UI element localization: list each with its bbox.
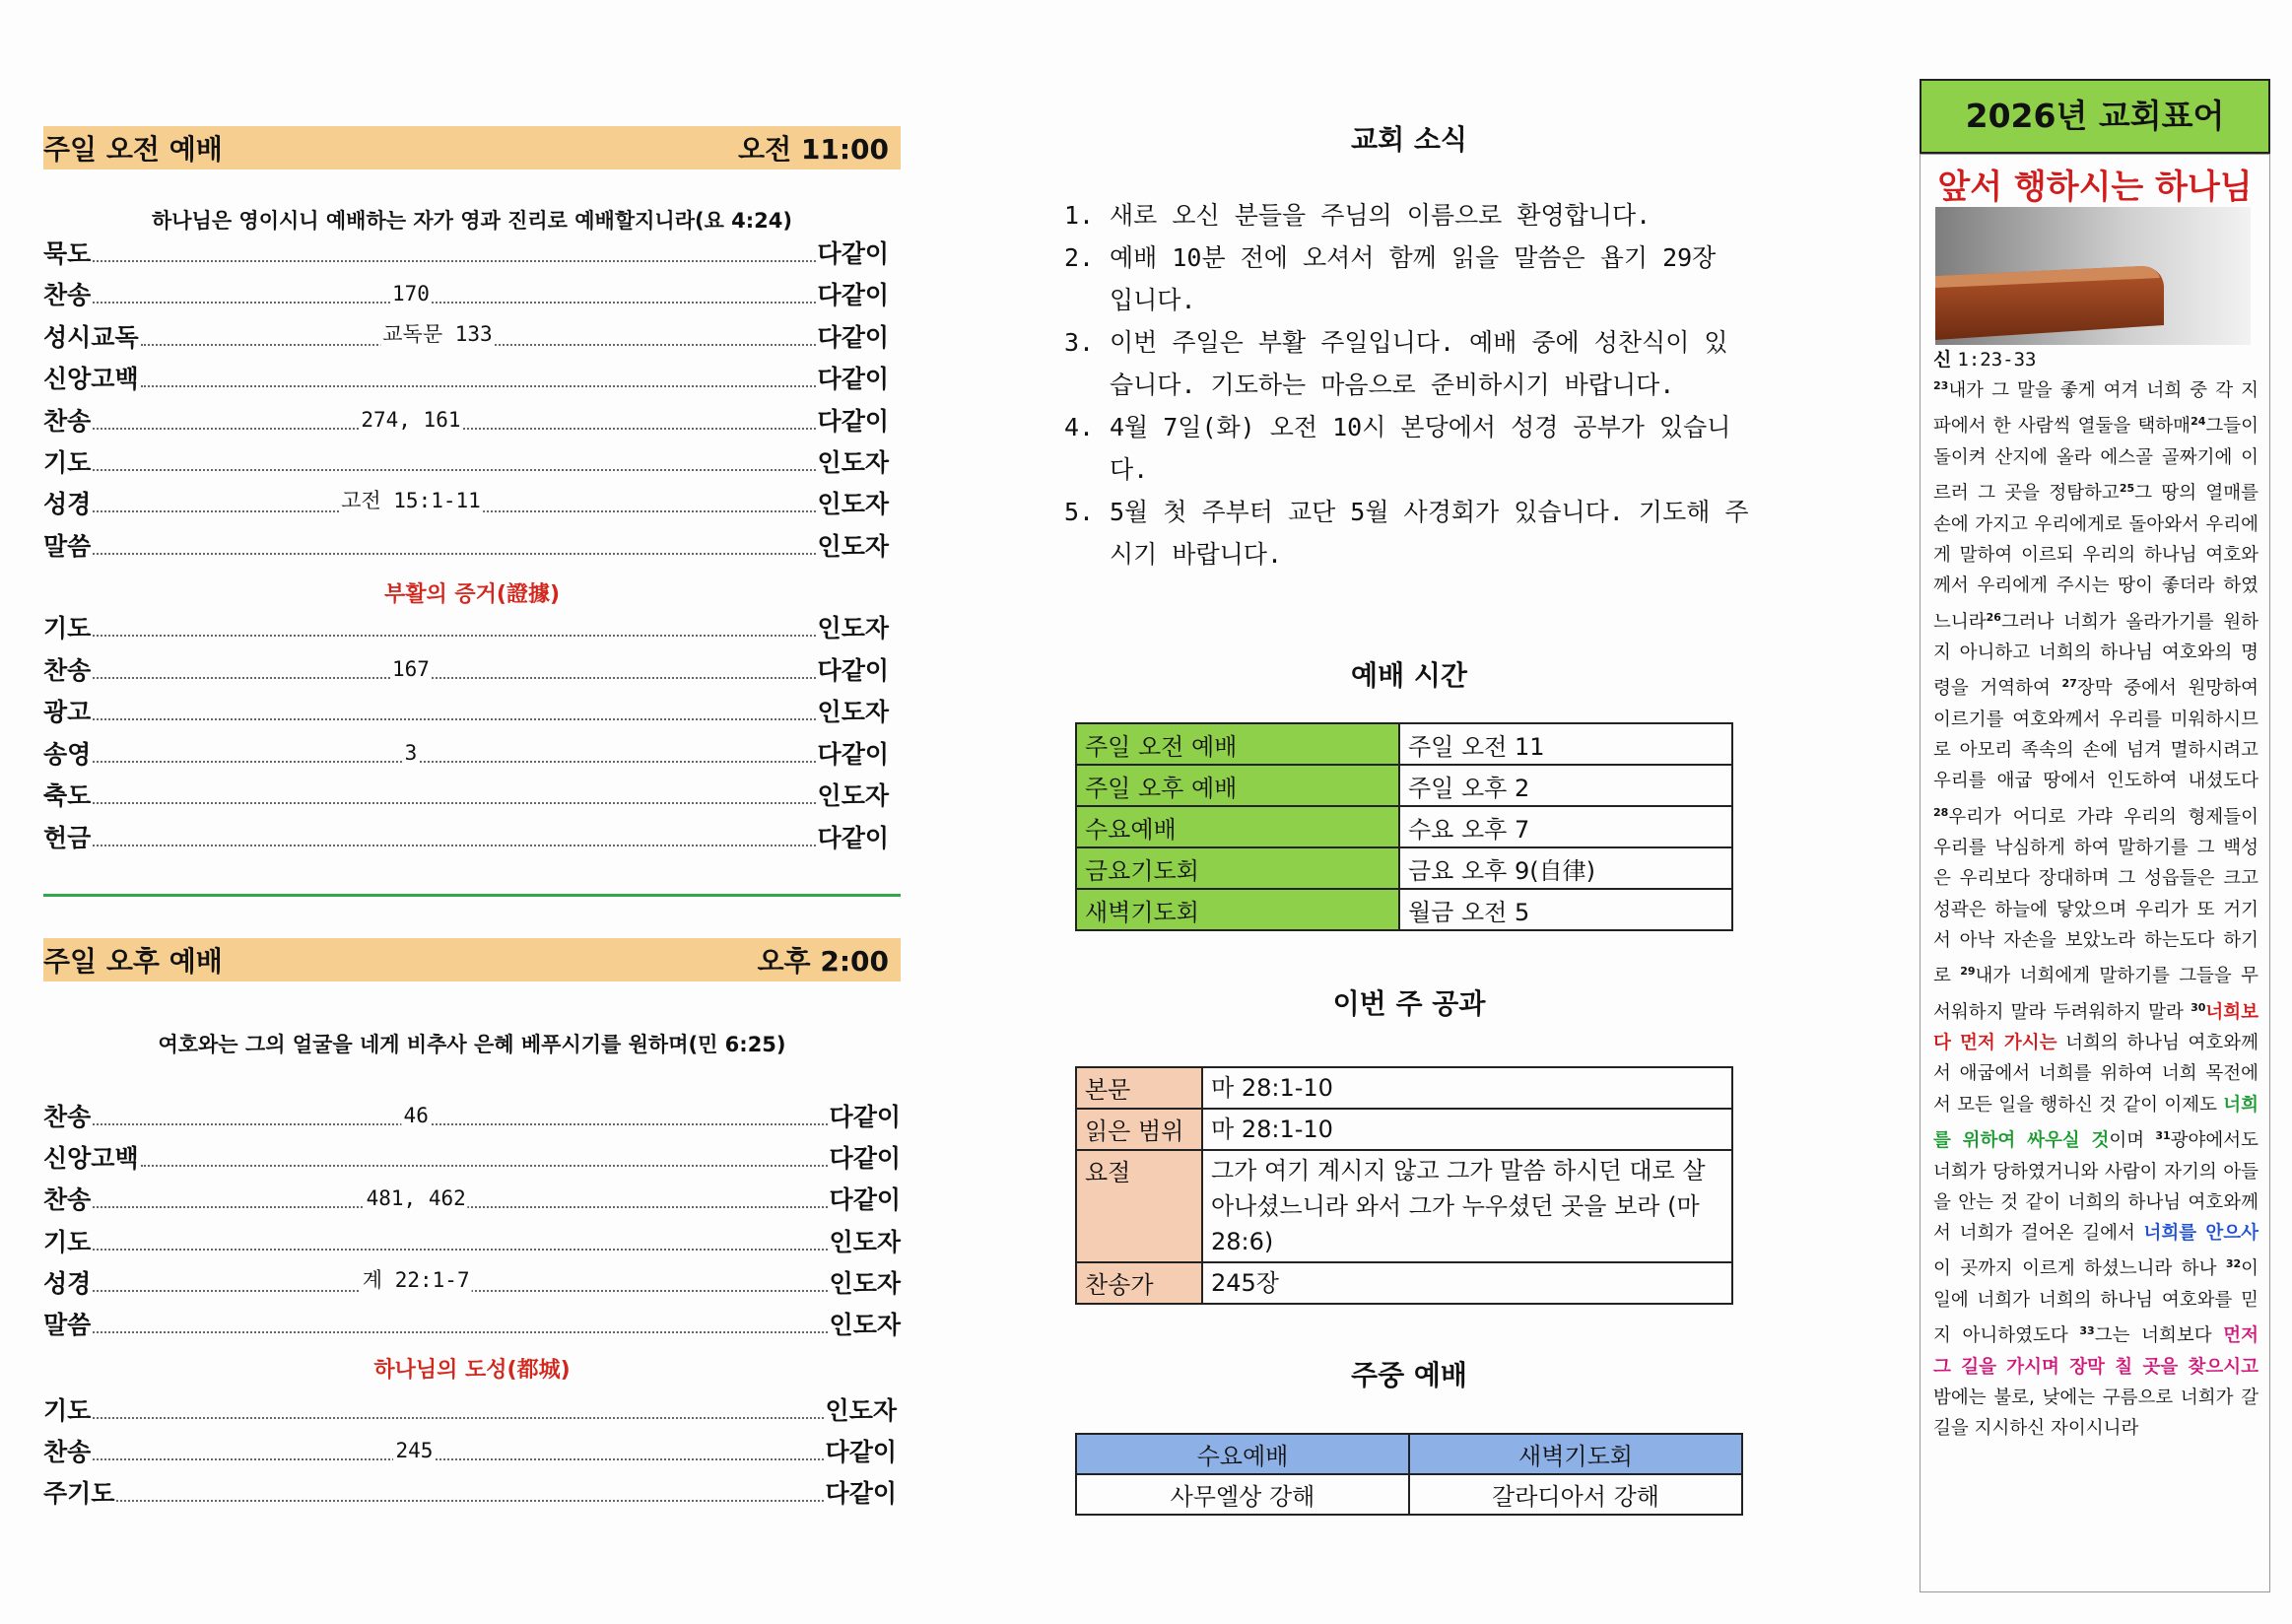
order-item xyxy=(43,318,889,354)
order-item-label: 성경 xyxy=(43,490,92,519)
order-item-label: 성경 xyxy=(43,1268,92,1298)
order-item-label: 묵도 xyxy=(43,239,92,268)
order-item-label: 축도 xyxy=(43,781,92,811)
morning-service-time: 오전 11:00 xyxy=(738,133,889,166)
order-item-leader: 인도자 xyxy=(817,698,889,727)
news-item: 2. 예배 10분 전에 오셔서 함께 읽을 말씀은 욥기 29장 입니다. xyxy=(1064,243,1717,314)
order-item-detail: 245 xyxy=(395,1439,434,1462)
order-item-leader: 인도자 xyxy=(829,1227,901,1256)
leader-dots xyxy=(93,552,815,555)
table-row: 본문 마 28:1-10 xyxy=(1076,1067,1732,1109)
order-item-detail: 고전 15:1-11 xyxy=(339,485,483,514)
leader-dots xyxy=(93,1186,827,1211)
table-row: 읽은 범위 마 28:1-10 xyxy=(1076,1109,1732,1150)
midweek-table xyxy=(1075,1433,1743,1516)
leader-dots xyxy=(93,844,815,846)
news-item: 4. 4월 7일(화) 오전 10시 본당에서 성경 공부가 있습니다. xyxy=(1064,413,1731,484)
order-item-label: 헌금 xyxy=(43,824,92,852)
order-item-leader: 다같이 xyxy=(817,365,889,394)
order-item-label: 찬송 xyxy=(43,406,92,436)
order-item-detail: 계 22:1-7 xyxy=(361,1264,472,1294)
leader-dots xyxy=(93,259,815,262)
leader-dots xyxy=(93,740,815,765)
order-item xyxy=(43,527,889,563)
leader-dots xyxy=(141,384,816,387)
leader-dots xyxy=(93,407,815,432)
midweek-heading: 주중 예배 xyxy=(1351,1359,1467,1391)
order-item xyxy=(43,1223,901,1258)
order-item xyxy=(43,1139,901,1175)
order-item xyxy=(43,1391,897,1427)
order-item-label: 찬송 xyxy=(43,1103,92,1131)
order-item-leader: 다같이 xyxy=(829,1103,901,1131)
order-item xyxy=(43,402,889,438)
order-item-detail: 170 xyxy=(391,282,430,306)
order-item-label: 찬송 xyxy=(43,1185,92,1215)
order-item-detail: 274, 161 xyxy=(361,407,461,432)
morning-service-title: 주일 오전 예배 xyxy=(43,133,223,166)
leader-dots xyxy=(93,468,815,471)
order-item xyxy=(43,235,889,270)
order-item-leader: 다같이 xyxy=(817,824,889,852)
order-item xyxy=(43,819,889,854)
news-item: 3. 이번 주일은 부활 주일입니다. 예배 중에 성찬식이 있습니다. 기도하는 마음으로 준비하시기 바랍니다. xyxy=(1064,328,1728,399)
order-item xyxy=(43,360,889,395)
order-item-label: 송영 xyxy=(43,739,92,769)
order-item-leader: 인도자 xyxy=(817,531,889,561)
leader-dots xyxy=(93,489,815,513)
news-heading: 교회 소식 xyxy=(1351,123,1467,156)
afternoon-sermon-title: 하나님의 도성(都城) xyxy=(373,1358,571,1383)
morning-sermon-title: 부활의 증거(證據) xyxy=(383,582,561,607)
order-item-leader: 인도자 xyxy=(829,1268,901,1298)
order-item-label: 신앙고백 xyxy=(43,1144,139,1174)
order-item-label: 기도 xyxy=(43,448,92,477)
order-item-leader: 다같이 xyxy=(825,1438,897,1466)
order-item-label: 찬송 xyxy=(43,655,92,685)
order-item xyxy=(43,1433,897,1468)
order-item xyxy=(43,1181,901,1216)
news-list xyxy=(1064,194,1754,575)
order-item-leader: 인도자 xyxy=(817,490,889,519)
schedule-table xyxy=(1075,722,1733,931)
leader-dots xyxy=(93,1439,823,1462)
afternoon-service-banner xyxy=(43,938,901,981)
leader-dots xyxy=(141,1164,828,1167)
order-item-label: 기도 xyxy=(43,1396,92,1425)
leader-dots xyxy=(93,1267,827,1292)
table-row: 사무엘상 강해 갈라디아서 강해 xyxy=(1076,1474,1742,1515)
order-item xyxy=(43,276,889,311)
order-item-leader: 다같이 xyxy=(817,406,889,436)
order-item-leader: 다같이 xyxy=(825,1479,897,1508)
leader-dots xyxy=(93,1416,823,1419)
leader-dots xyxy=(93,717,815,720)
leader-dots xyxy=(93,656,815,681)
scripture-reference: 신 1:23-33 xyxy=(1933,349,2037,371)
order-item-label: 성시교독 xyxy=(43,322,139,352)
table-row: 요절 그가 여기 계시지 않고 그가 말씀 하시던 대로 살아나셨느니라 와서 그가 누우셨던 곳을 보라 (마 28:6) xyxy=(1076,1150,1732,1262)
order-item-leader: 다같이 xyxy=(817,655,889,685)
order-item-leader: 다같이 xyxy=(817,322,889,352)
order-item xyxy=(43,609,889,644)
order-item-leader: 인도자 xyxy=(817,448,889,477)
leader-dots xyxy=(93,282,815,306)
leader-dots xyxy=(93,1104,827,1127)
news-item: 1. 새로 오신 분들을 주님의 이름으로 환영합니다. xyxy=(1064,201,1652,230)
table-row: 새벽기도회 월금 오전 5 xyxy=(1076,889,1732,930)
motto-subtitle: 앞서 행하시는 하나님 xyxy=(1937,168,2253,207)
order-item-leader: 인도자 xyxy=(817,781,889,811)
afternoon-service-time: 오후 2:00 xyxy=(757,945,889,978)
table-row: 주일 오전 예배 주일 오전 11 xyxy=(1076,723,1732,765)
lesson-heading: 이번 주 공과 xyxy=(1332,987,1486,1020)
table-row: 금요기도회 금요 오후 9(自律) xyxy=(1076,847,1732,889)
leader-dots xyxy=(93,801,815,804)
order-item-label: 찬송 xyxy=(43,1438,92,1466)
morning-service-banner xyxy=(43,126,901,169)
leader-dots xyxy=(116,1499,823,1502)
news-item: 5. 5월 첫 주부터 교단 5월 사경회가 있습니다. 기도해 주시기 바랍니다. xyxy=(1064,498,1749,569)
order-item-detail: 3 xyxy=(404,740,418,765)
order-item xyxy=(43,485,889,520)
order-item xyxy=(43,735,889,771)
afternoon-verse: 여호와는 그의 얼굴을 네게 비추사 은혜 베푸시기를 원하며(민 6:25) xyxy=(158,1033,786,1056)
leader-dots xyxy=(93,1248,827,1251)
order-item-leader: 다같이 xyxy=(817,281,889,310)
morning-verse: 하나님은 영이시니 예배하는 자가 영과 진리로 예배할지니라(요 4:24) xyxy=(151,209,793,233)
bible-image xyxy=(1935,207,2251,345)
leader-dots xyxy=(93,634,815,637)
order-item-detail: 167 xyxy=(391,656,430,681)
order-item xyxy=(43,1306,901,1341)
order-item-leader: 다같이 xyxy=(817,739,889,769)
order-item-label: 찬송 xyxy=(43,281,92,310)
order-item-detail: 교독문 133 xyxy=(380,318,494,348)
order-item-label: 기도 xyxy=(43,1227,92,1256)
order-item-detail: 46 xyxy=(403,1104,429,1127)
order-item xyxy=(43,1474,897,1510)
table-row: 찬송가 245장 xyxy=(1076,1262,1732,1304)
leader-dots xyxy=(93,1330,827,1333)
order-item-label: 기도 xyxy=(43,614,92,643)
schedule-heading: 예배 시간 xyxy=(1351,659,1467,692)
order-item xyxy=(43,693,889,728)
order-item-label: 말씀 xyxy=(43,531,92,561)
table-row: 수요예배 수요 오후 7 xyxy=(1076,806,1732,847)
leader-dots xyxy=(141,321,816,346)
order-item-leader: 다같이 xyxy=(817,239,889,268)
order-item xyxy=(43,1098,901,1133)
lesson-table xyxy=(1075,1066,1733,1305)
afternoon-service-title: 주일 오후 예배 xyxy=(43,945,223,978)
section-divider xyxy=(43,894,901,897)
order-item xyxy=(43,443,889,479)
order-item-label: 말씀 xyxy=(43,1311,92,1339)
order-item-leader: 인도자 xyxy=(817,614,889,643)
order-item-label: 광고 xyxy=(43,698,92,727)
scripture-body: $^{23}$내가 그 말을 좋게 여겨 너희 중 각 지파에서 한 사람씩 열둘을 택하매$^{24}$그들이 돌이켜 산지에 올라 에스골 골짜기에 이르러 그 곳을 정탐하고$^{25}$그 땅의 열매를 손에 가지고 우리에게로 돌아와서 우리에게 말하여 이르되 우리의 하나님 여호와께서 우리에게 주시는 땅이 좋더라 하였느니라$^{26}$그러나 너희가 올라가기를 원하지 아니하고 너희의 하나님 여호와의 명령을 거역하여 $^{27}$장막 중에서 원망하여 이르기를 여호와께서 우리를 미워하시므로 아모리 족속의 손에 넘겨 멸하시려고 우리를 애굽 땅에서 인도하여 내셨도다 $^{28}$우리가 어디로 가랴 우리의 형제들이 우리를 낙심하게 하여 말하기를 그 백성은 우리보다 장대하며 그 성읍들은 크고 성곽은 하늘에 닿았으며 우리가 또 거기서 아낙 자손을 보았노라 하는도다 하기로 $^{29}$내가 너희에게 말하기를 그들을 무서워하지 말라 두려워하지 말라 $^{30}$너희보다 먼저 가시는 너희의 하나님 여호와께서 애굽에서 너희를 위하여 너희 목전에서 모든 일을 행하신 것 같이 이제도 너희를 위하여 싸우실 것이며 $^{31}$광야에서도 너희가 당하였거니와 사람이 자기의 아들을 안는 것 같이 너희의 하나님 여호와께서 너희가 걸어온 길에서 너희를 안으사 이 곳까지 이르게 하셨느니라 하나 $^{32}$이 일에 너희가 너희의 하나님 여호와를 믿지 아니하였도다 $^{33}$그는 너희보다 먼저 그 길을 가시며 장막 칠 곳을 찾으시고 밤에는 불로, 낮에는 구름으로 너희가 갈 길을 지시하신 자이시니라 xyxy=(1933,379,2259,1440)
order-item-label: 주기도 xyxy=(43,1479,115,1508)
order-item-leader: 다같이 xyxy=(829,1144,901,1174)
order-item xyxy=(43,1264,901,1300)
order-item-leader: 인도자 xyxy=(829,1311,901,1339)
order-item xyxy=(43,651,889,687)
order-item xyxy=(43,777,889,812)
order-item-leader: 인도자 xyxy=(825,1396,897,1425)
order-item-label: 신앙고백 xyxy=(43,365,139,394)
motto-title: 2026년 교회표어 xyxy=(1920,79,2270,154)
order-item-detail: 481, 462 xyxy=(366,1186,466,1211)
table-header-row: 수요예배 새벽기도회 xyxy=(1076,1434,1742,1474)
order-item-leader: 다같이 xyxy=(829,1185,901,1215)
table-row: 주일 오후 예배 주일 오후 2 xyxy=(1076,765,1732,806)
